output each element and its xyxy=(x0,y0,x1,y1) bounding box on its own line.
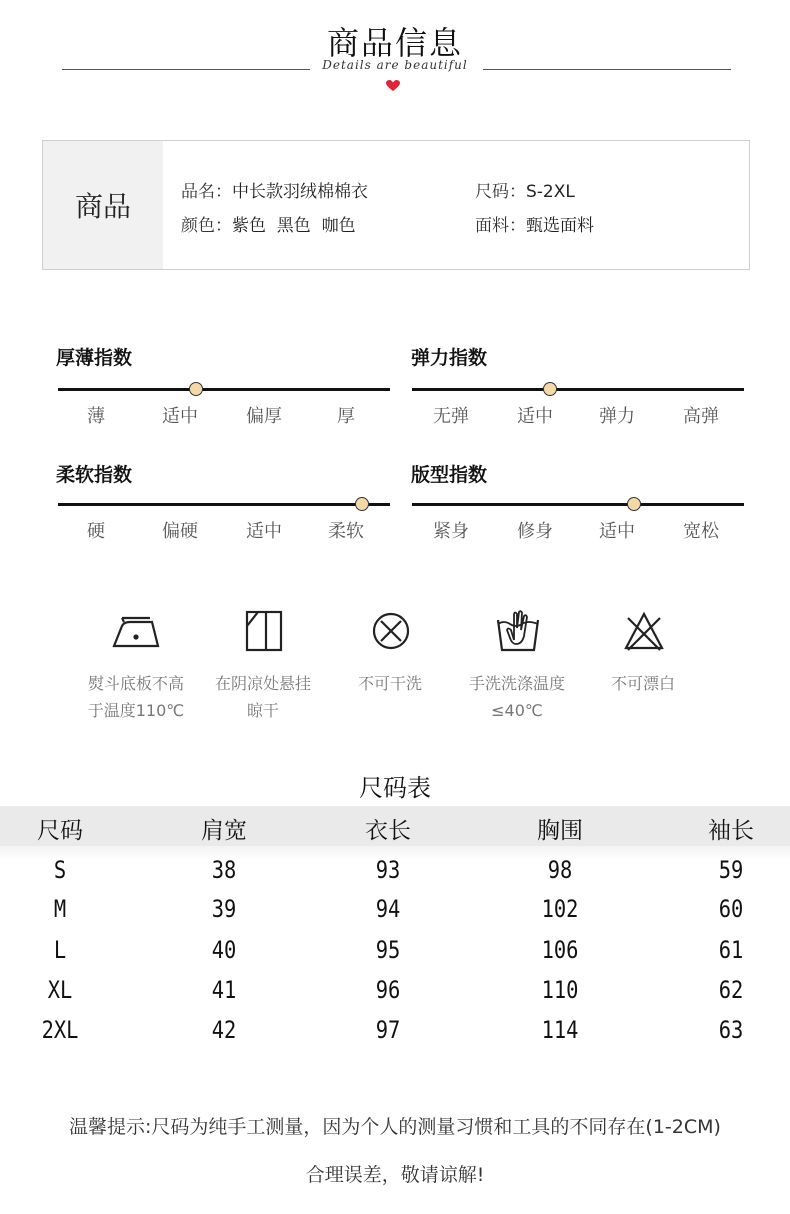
index-elasticity-tick: 适中 xyxy=(517,406,553,427)
table-cell: XL xyxy=(47,976,73,1004)
table-cell: 61 xyxy=(718,936,744,964)
care-handwash-line2: ≤40℃ xyxy=(491,701,543,720)
table-cell: 62 xyxy=(718,976,744,1004)
hand-wash-icon xyxy=(490,606,546,654)
table-cell: 96 xyxy=(375,976,401,1004)
index-thickness-tick: 厚 xyxy=(337,406,355,427)
index-elasticity-tick: 高弹 xyxy=(683,406,719,427)
care-handwash-line1: 手洗洗涤温度 xyxy=(468,674,565,693)
index-elasticity-tick: 无弹 xyxy=(433,406,469,427)
product-fabric-row xyxy=(475,211,594,236)
warm-tip-line1: 温馨提示:尺码为纯手工测量，因为个人的测量习惯和工具的不同存在(1-2CM) xyxy=(69,1116,721,1138)
product-name-key: 品名： xyxy=(181,182,232,202)
index-elasticity-marker xyxy=(543,382,557,396)
care-iron-line1: 熨斗底板不高 xyxy=(87,674,184,693)
table-cell: 114 xyxy=(541,1016,579,1044)
index-softness-tick: 偏硬 xyxy=(162,521,198,542)
care-iron-line2: 于温度110℃ xyxy=(87,701,185,720)
product-label: 商品 xyxy=(43,141,163,269)
table-cell: 102 xyxy=(541,895,579,923)
hang-dry-shade-icon xyxy=(236,608,292,656)
size-table-header-cell: 肩宽 xyxy=(201,818,247,844)
care-hang-line2: 晾干 xyxy=(246,701,279,720)
product-fabric-value: 甄选面料 xyxy=(526,216,594,236)
table-cell: 42 xyxy=(211,1016,237,1044)
index-softness-tick: 柔软 xyxy=(328,521,364,542)
product-name-row xyxy=(181,177,368,202)
table-cell: 2XL xyxy=(41,1016,79,1044)
product-fabric-key: 面料： xyxy=(475,216,526,236)
page-subtitle: Details are beautiful xyxy=(322,58,468,72)
table-cell: 97 xyxy=(375,1016,401,1044)
table-cell: 106 xyxy=(541,936,579,964)
index-thickness-tick: 薄 xyxy=(87,406,105,427)
no-dry-clean-icon xyxy=(363,608,419,656)
care-iron-text xyxy=(66,670,206,724)
product-color-row xyxy=(181,211,356,236)
table-cell: 39 xyxy=(211,895,237,923)
table-cell: 93 xyxy=(375,856,401,884)
care-hang-line1: 在阴凉处悬挂 xyxy=(214,674,311,693)
product-size-row xyxy=(475,177,575,202)
index-elasticity-bar xyxy=(412,388,744,391)
care-bleach-text: 不可漂白 xyxy=(610,674,675,693)
index-thickness-bar xyxy=(58,388,390,391)
index-softness-tick: 适中 xyxy=(246,521,282,542)
index-elasticity-title: 弹力指数 xyxy=(411,347,488,369)
index-softness-title: 柔软指数 xyxy=(56,464,133,486)
care-handwash-text xyxy=(447,670,587,724)
no-bleach-icon xyxy=(616,608,672,656)
product-color-value: 紫色 黑色 咖色 xyxy=(232,216,356,236)
table-cell: 94 xyxy=(375,895,401,923)
iron-icon xyxy=(108,608,164,656)
product-size-value: S-2XL xyxy=(526,182,575,202)
table-cell: 110 xyxy=(541,976,579,1004)
table-cell: 38 xyxy=(211,856,237,884)
table-cell: 59 xyxy=(718,856,744,884)
table-cell: 95 xyxy=(375,936,401,964)
warm-tip-line2: 合理误差，敬请谅解! xyxy=(305,1164,485,1186)
index-thickness-tick: 偏厚 xyxy=(246,406,282,427)
table-cell: 41 xyxy=(211,976,237,1004)
index-fit-tick: 宽松 xyxy=(683,521,719,542)
size-table-header-cell: 袖长 xyxy=(708,818,754,844)
product-name-value: 中长款羽绒棉棉衣 xyxy=(232,182,368,202)
index-softness-marker xyxy=(355,497,369,511)
table-cell: 63 xyxy=(718,1016,744,1044)
index-elasticity-tick: 弹力 xyxy=(599,406,635,427)
index-fit-tick: 修身 xyxy=(517,521,553,542)
heart-icon xyxy=(386,80,400,92)
index-softness-tick: 硬 xyxy=(87,521,105,542)
product-size-key: 尺码： xyxy=(475,182,526,202)
index-softness-bar xyxy=(58,503,390,506)
table-cell: 98 xyxy=(547,856,573,884)
care-hang-text xyxy=(193,670,333,724)
index-fit-bar xyxy=(412,503,744,506)
index-fit-tick: 紧身 xyxy=(433,521,469,542)
page-title: 商品信息 xyxy=(326,24,463,62)
table-cell: 60 xyxy=(718,895,744,923)
index-thickness-tick: 适中 xyxy=(162,406,198,427)
size-table-header-cell: 胸围 xyxy=(537,818,583,844)
size-table-header-cell: 衣长 xyxy=(365,818,411,844)
product-info-box xyxy=(42,140,750,270)
care-dryclean-text: 不可干洗 xyxy=(357,674,422,693)
size-table-header-cell: 尺码 xyxy=(37,818,83,844)
index-fit-marker xyxy=(627,497,641,511)
index-fit-tick: 适中 xyxy=(599,521,635,542)
product-color-key: 颜色： xyxy=(181,216,232,236)
table-cell: S xyxy=(53,856,67,884)
index-thickness-title: 厚薄指数 xyxy=(56,347,133,369)
size-table-title: 尺码表 xyxy=(359,774,431,802)
table-cell: 40 xyxy=(211,936,237,964)
index-fit-title: 版型指数 xyxy=(411,464,488,486)
index-thickness-marker xyxy=(189,382,203,396)
table-cell: M xyxy=(53,895,67,923)
table-cell: L xyxy=(53,936,67,964)
